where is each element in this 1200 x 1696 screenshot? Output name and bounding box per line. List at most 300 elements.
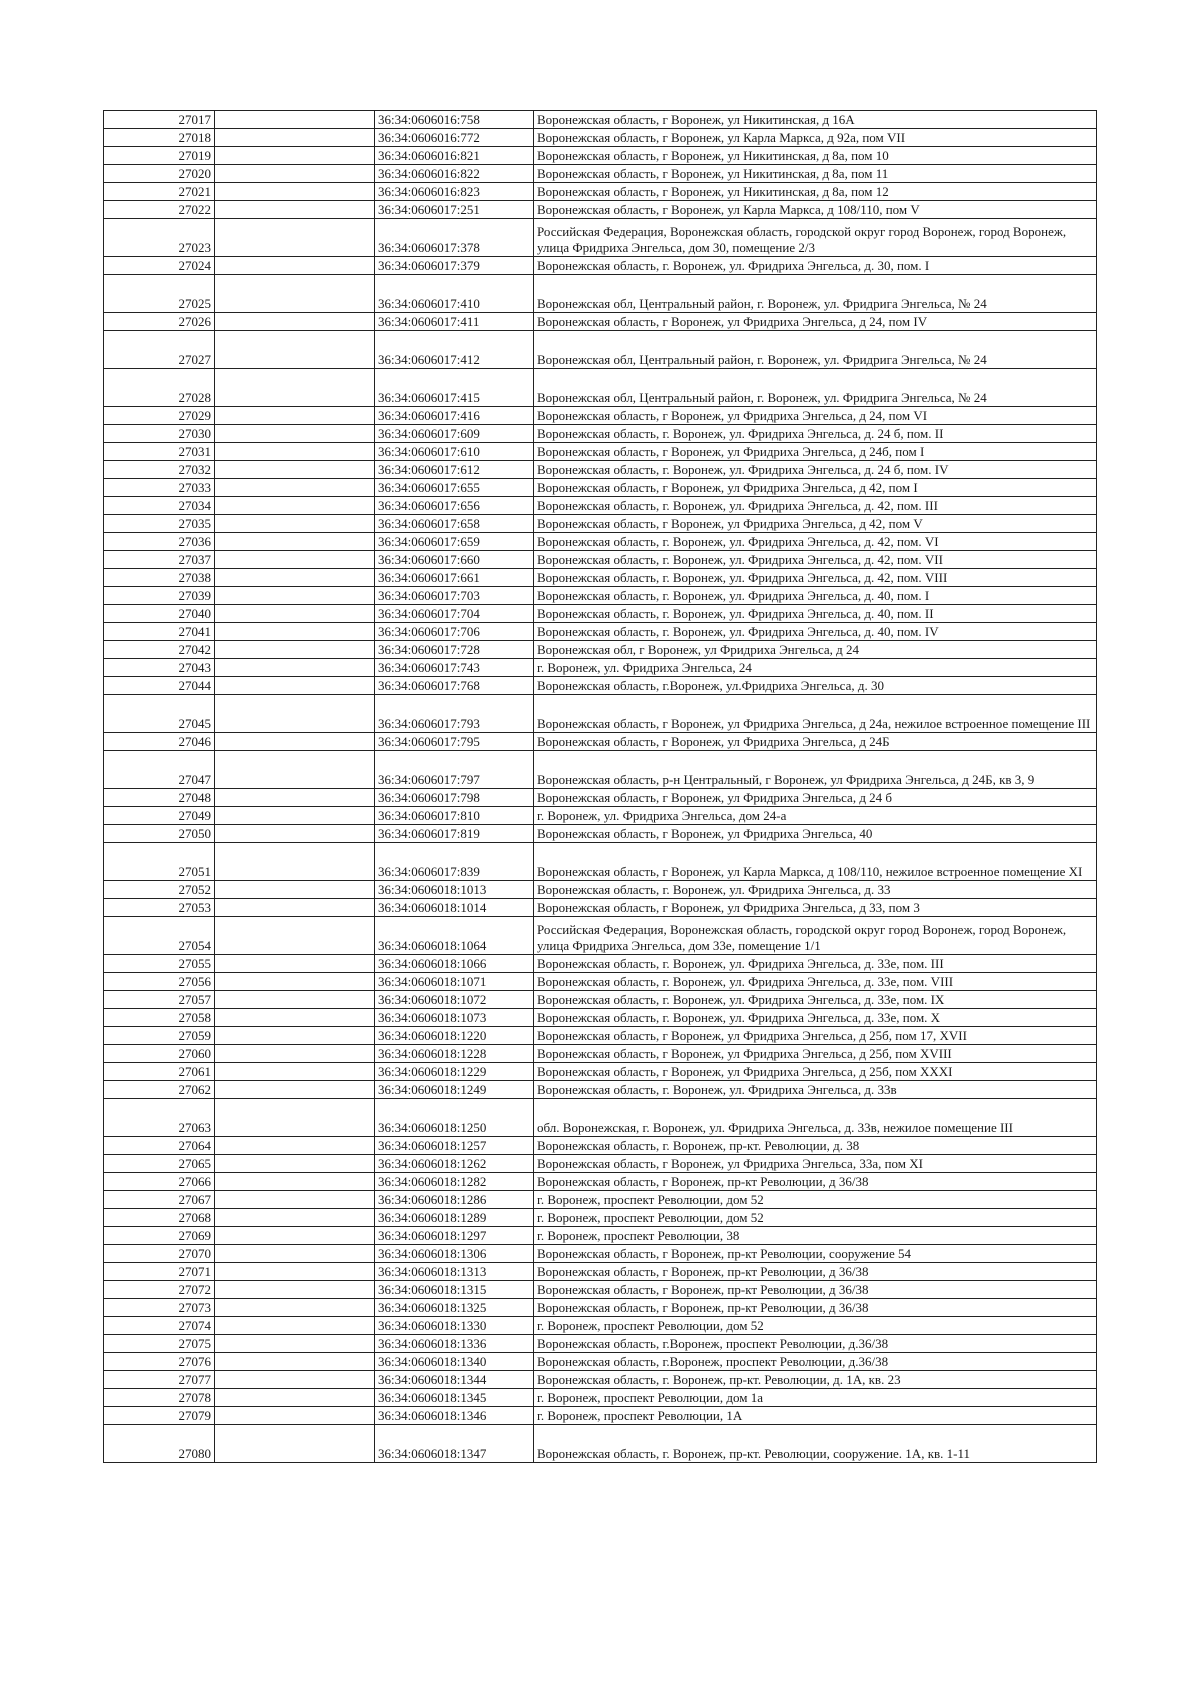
cadastral-number-cell: 36:34:0606018:1249 <box>375 1081 534 1099</box>
empty-cell <box>215 1335 375 1353</box>
table-row <box>104 183 1097 201</box>
cadastral-number-cell: 36:34:0606017:661 <box>375 569 534 587</box>
row-number-cell: 27056 <box>104 973 215 991</box>
empty-cell <box>215 1027 375 1045</box>
cadastral-number-cell: 36:34:0606018:1013 <box>375 881 534 899</box>
cadastral-number-cell: 36:34:0606017:609 <box>375 425 534 443</box>
cadastral-number-cell: 36:34:0606017:416 <box>375 407 534 425</box>
empty-cell <box>215 825 375 843</box>
row-number-cell: 27048 <box>104 789 215 807</box>
table-row <box>104 533 1097 551</box>
row-number-cell: 27029 <box>104 407 215 425</box>
address-cell: г. Воронеж, проспект Революции, 38 <box>534 1227 1097 1245</box>
table-row <box>104 1045 1097 1063</box>
empty-cell <box>215 843 375 881</box>
table-row <box>104 1191 1097 1209</box>
cadastral-number-cell: 36:34:0606017:655 <box>375 479 534 497</box>
cadastral-number-cell: 36:34:0606018:1257 <box>375 1137 534 1155</box>
cadastral-number-cell: 36:34:0606018:1071 <box>375 973 534 991</box>
empty-cell <box>215 605 375 623</box>
table-row <box>104 807 1097 825</box>
empty-cell <box>215 165 375 183</box>
table-row <box>104 1063 1097 1081</box>
empty-cell <box>215 407 375 425</box>
cadastral-number-cell: 36:34:0606018:1229 <box>375 1063 534 1081</box>
empty-cell <box>215 1371 375 1389</box>
empty-cell <box>215 1209 375 1227</box>
empty-cell <box>215 1081 375 1099</box>
address-cell: г. Воронеж, ул. Фридриха Энгельса, 24 <box>534 659 1097 677</box>
row-number-cell: 27077 <box>104 1371 215 1389</box>
address-cell: Воронежская область, г. Воронеж, ул. Фридриха Энгельса, д. 33е, пом. VIII <box>534 973 1097 991</box>
empty-cell <box>215 1281 375 1299</box>
address-cell: Воронежская область, г.Воронеж, ул.Фридриха Энгельса, д. 30 <box>534 677 1097 695</box>
address-cell: Воронежская область, г.Воронеж, проспект Революции, д.36/38 <box>534 1353 1097 1371</box>
empty-cell <box>215 695 375 733</box>
empty-cell <box>215 1353 375 1371</box>
row-number-cell: 27067 <box>104 1191 215 1209</box>
empty-cell <box>215 275 375 313</box>
empty-cell <box>215 183 375 201</box>
address-cell: Воронежская область, г. Воронеж, ул. Фридриха Энгельса, д. 24 б, пом. IV <box>534 461 1097 479</box>
empty-cell <box>215 551 375 569</box>
table-row <box>104 899 1097 917</box>
row-number-cell: 27038 <box>104 569 215 587</box>
empty-cell <box>215 973 375 991</box>
row-number-cell: 27066 <box>104 1173 215 1191</box>
cadastral-number-cell: 36:34:0606017:768 <box>375 677 534 695</box>
cadastral-number-cell: 36:34:0606018:1325 <box>375 1299 534 1317</box>
row-number-cell: 27035 <box>104 515 215 533</box>
table-row <box>104 497 1097 515</box>
row-number-cell: 27027 <box>104 331 215 369</box>
empty-cell <box>215 497 375 515</box>
table-row <box>104 369 1097 407</box>
cadastral-number-cell: 36:34:0606017:251 <box>375 201 534 219</box>
row-number-cell: 27024 <box>104 257 215 275</box>
empty-cell <box>215 1407 375 1425</box>
cadastral-number-cell: 36:34:0606017:411 <box>375 313 534 331</box>
cadastral-number-cell: 36:34:0606017:379 <box>375 257 534 275</box>
cadastral-number-cell: 36:34:0606017:703 <box>375 587 534 605</box>
row-number-cell: 27032 <box>104 461 215 479</box>
row-number-cell: 27058 <box>104 1009 215 1027</box>
row-number-cell: 27028 <box>104 369 215 407</box>
row-number-cell: 27036 <box>104 533 215 551</box>
cadastral-number-cell: 36:34:0606018:1073 <box>375 1009 534 1027</box>
empty-cell <box>215 331 375 369</box>
empty-cell <box>215 147 375 165</box>
empty-cell <box>215 443 375 461</box>
row-number-cell: 27070 <box>104 1245 215 1263</box>
table-row <box>104 751 1097 789</box>
cadastral-number-cell: 36:34:0606018:1250 <box>375 1099 534 1137</box>
cadastral-number-cell: 36:34:0606018:1289 <box>375 1209 534 1227</box>
row-number-cell: 27021 <box>104 183 215 201</box>
row-number-cell: 27025 <box>104 275 215 313</box>
row-number-cell: 27020 <box>104 165 215 183</box>
row-number-cell: 27068 <box>104 1209 215 1227</box>
row-number-cell: 27075 <box>104 1335 215 1353</box>
address-cell: г. Воронеж, проспект Революции, дом 52 <box>534 1191 1097 1209</box>
row-number-cell: 27043 <box>104 659 215 677</box>
cadastral-number-cell: 36:34:0606017:797 <box>375 751 534 789</box>
empty-cell <box>215 1191 375 1209</box>
address-cell: Воронежская область, г Воронеж, ул Никитинская, д 8а, пом 11 <box>534 165 1097 183</box>
cadastral-number-cell: 36:34:0606016:823 <box>375 183 534 201</box>
empty-cell <box>215 1155 375 1173</box>
empty-cell <box>215 111 375 129</box>
table-row <box>104 165 1097 183</box>
table-row <box>104 733 1097 751</box>
empty-cell <box>215 789 375 807</box>
row-number-cell: 27055 <box>104 955 215 973</box>
empty-cell <box>215 623 375 641</box>
cadastral-number-cell: 36:34:0606016:758 <box>375 111 534 129</box>
empty-cell <box>215 677 375 695</box>
row-number-cell: 27041 <box>104 623 215 641</box>
row-number-cell: 27037 <box>104 551 215 569</box>
row-number-cell: 27040 <box>104 605 215 623</box>
empty-cell <box>215 1173 375 1191</box>
empty-cell <box>215 313 375 331</box>
table-row <box>104 695 1097 733</box>
empty-cell <box>215 641 375 659</box>
address-cell: Российская Федерация, Воронежская область, городской округ город Воронеж, город Воронеж, улица Фридриха Энгельса, дом 33е, помещение 1/1 <box>534 917 1097 955</box>
row-number-cell: 27065 <box>104 1155 215 1173</box>
table-row <box>104 1137 1097 1155</box>
row-number-cell: 27051 <box>104 843 215 881</box>
cadastral-number-cell: 36:34:0606017:656 <box>375 497 534 515</box>
row-number-cell: 27042 <box>104 641 215 659</box>
row-number-cell: 27072 <box>104 1281 215 1299</box>
cadastral-number-cell: 36:34:0606017:610 <box>375 443 534 461</box>
address-cell: г. Воронеж, проспект Революции, дом 1а <box>534 1389 1097 1407</box>
empty-cell <box>215 991 375 1009</box>
cadastral-number-cell: 36:34:0606016:821 <box>375 147 534 165</box>
address-cell: Воронежская область, г Воронеж, ул Фридриха Энгельса, 40 <box>534 825 1097 843</box>
row-number-cell: 27047 <box>104 751 215 789</box>
table-row <box>104 275 1097 313</box>
address-cell: Воронежская область, г Воронеж, ул Фридриха Энгельса, д 24а, нежилое встроенное помещение III <box>534 695 1097 733</box>
table-row <box>104 313 1097 331</box>
address-cell: Воронежская область, г Воронеж, ул Фридриха Энгельса, д 24б, пом I <box>534 443 1097 461</box>
table-row <box>104 1173 1097 1191</box>
empty-cell <box>215 1137 375 1155</box>
table-row <box>104 1317 1097 1335</box>
empty-cell <box>215 1299 375 1317</box>
row-number-cell: 27033 <box>104 479 215 497</box>
table-row <box>104 1099 1097 1137</box>
row-number-cell: 27078 <box>104 1389 215 1407</box>
empty-cell <box>215 1389 375 1407</box>
row-number-cell: 27034 <box>104 497 215 515</box>
cadastral-number-cell: 36:34:0606018:1220 <box>375 1027 534 1045</box>
table-row <box>104 551 1097 569</box>
table-row <box>104 659 1097 677</box>
empty-cell <box>215 369 375 407</box>
empty-cell <box>215 1227 375 1245</box>
row-number-cell: 27018 <box>104 129 215 147</box>
cadastral-number-cell: 36:34:0606017:743 <box>375 659 534 677</box>
address-cell: Воронежская область, г. Воронеж, ул. Фридриха Энгельса, д. 33 <box>534 881 1097 899</box>
cadastral-number-cell: 36:34:0606018:1336 <box>375 1335 534 1353</box>
cadastral-number-cell: 36:34:0606018:1346 <box>375 1407 534 1425</box>
row-number-cell: 27049 <box>104 807 215 825</box>
table-row <box>104 825 1097 843</box>
address-cell: Воронежская область, г Воронеж, ул Фридриха Энгельса, д 25б, пом XVIII <box>534 1045 1097 1063</box>
table-row <box>104 479 1097 497</box>
address-cell: г. Воронеж, проспект Революции, 1А <box>534 1407 1097 1425</box>
empty-cell <box>215 257 375 275</box>
address-cell: Воронежская область, г Воронеж, ул Фридриха Энгельса, д 24, пом IV <box>534 313 1097 331</box>
row-number-cell: 27017 <box>104 111 215 129</box>
address-cell: Воронежская область, г. Воронеж, ул. Фридриха Энгельса, д. 30, пом. I <box>534 257 1097 275</box>
table-row <box>104 1155 1097 1173</box>
table-row <box>104 789 1097 807</box>
address-cell: Воронежская область, г. Воронеж, ул. Фридриха Энгельса, д. 33е, пом. X <box>534 1009 1097 1027</box>
address-cell: Воронежская область, г Воронеж, ул Фридриха Энгельса, д 25б, пом XXXI <box>534 1063 1097 1081</box>
empty-cell <box>215 1263 375 1281</box>
cadastral-number-cell: 36:34:0606018:1282 <box>375 1173 534 1191</box>
empty-cell <box>215 659 375 677</box>
address-cell: Воронежская область, г Воронеж, ул Фридриха Энгельса, д 33, пом 3 <box>534 899 1097 917</box>
cadastral-number-cell: 36:34:0606018:1286 <box>375 1191 534 1209</box>
cadastral-number-cell: 36:34:0606018:1066 <box>375 955 534 973</box>
cadastral-number-cell: 36:34:0606018:1262 <box>375 1155 534 1173</box>
cadastral-number-cell: 36:34:0606018:1345 <box>375 1389 534 1407</box>
table-row <box>104 219 1097 257</box>
row-number-cell: 27031 <box>104 443 215 461</box>
empty-cell <box>215 881 375 899</box>
address-cell: Воронежская область, г. Воронеж, пр-кт. Революции, д. 1А, кв. 23 <box>534 1371 1097 1389</box>
row-number-cell: 27050 <box>104 825 215 843</box>
empty-cell <box>215 1425 375 1463</box>
address-cell: Воронежская обл, Центральный район, г. Воронеж, ул. Фридрига Энгельса, № 24 <box>534 331 1097 369</box>
address-cell: Воронежская область, р-н Центральный, г Воронеж, ул Фридриха Энгельса, д 24Б, кв 3, 9 <box>534 751 1097 789</box>
empty-cell <box>215 129 375 147</box>
cadastral-registry-table <box>103 110 1097 1463</box>
address-cell: Воронежская область, г Воронеж, ул Фридриха Энгельса, д 42, пом I <box>534 479 1097 497</box>
table-row <box>104 443 1097 461</box>
cadastral-number-cell: 36:34:0606017:728 <box>375 641 534 659</box>
empty-cell <box>215 201 375 219</box>
cadastral-number-cell: 36:34:0606017:660 <box>375 551 534 569</box>
table-row <box>104 461 1097 479</box>
cadastral-number-cell: 36:34:0606017:798 <box>375 789 534 807</box>
address-cell: Воронежская область, г. Воронеж, ул. Фридриха Энгельса, д. 40, пом. IV <box>534 623 1097 641</box>
table-row <box>104 1407 1097 1425</box>
table-row <box>104 623 1097 641</box>
address-cell: Воронежская область, г Воронеж, ул Никитинская, д 8а, пом 12 <box>534 183 1097 201</box>
cadastral-number-cell: 36:34:0606018:1330 <box>375 1317 534 1335</box>
cadastral-number-cell: 36:34:0606018:1315 <box>375 1281 534 1299</box>
table-row <box>104 1227 1097 1245</box>
table-row <box>104 1209 1097 1227</box>
table-row <box>104 331 1097 369</box>
table-row <box>104 1299 1097 1317</box>
address-cell: Воронежская область, г. Воронеж, ул. Фридриха Энгельса, д. 42, пом. III <box>534 497 1097 515</box>
cadastral-number-cell: 36:34:0606017:704 <box>375 605 534 623</box>
table-row <box>104 129 1097 147</box>
table-row <box>104 587 1097 605</box>
table-row <box>104 917 1097 955</box>
address-cell: Воронежская область, г Воронеж, ул Карла Маркса, д 108/110, нежилое встроенное помещение XI <box>534 843 1097 881</box>
address-cell: Воронежская область, г.Воронеж, проспект Революции, д.36/38 <box>534 1335 1097 1353</box>
address-cell: Воронежская область, г. Воронеж, ул. Фридриха Энгельса, д. 33е, пом. IX <box>534 991 1097 1009</box>
address-cell: г. Воронеж, проспект Революции, дом 52 <box>534 1209 1097 1227</box>
address-cell: Воронежская область, г. Воронеж, ул. Фридриха Энгельса, д. 33в <box>534 1081 1097 1099</box>
empty-cell <box>215 515 375 533</box>
table-row <box>104 1027 1097 1045</box>
row-number-cell: 27045 <box>104 695 215 733</box>
address-cell: Воронежская область, г. Воронеж, ул. Фридриха Энгельса, д. 42, пом. VII <box>534 551 1097 569</box>
cadastral-number-cell: 36:34:0606017:659 <box>375 533 534 551</box>
address-cell: Воронежская область, г. Воронеж, ул. Фридриха Энгельса, д. 42, пом. VI <box>534 533 1097 551</box>
cadastral-number-cell: 36:34:0606018:1228 <box>375 1045 534 1063</box>
row-number-cell: 27063 <box>104 1099 215 1137</box>
row-number-cell: 27061 <box>104 1063 215 1081</box>
empty-cell <box>215 917 375 955</box>
address-cell: Воронежская область, г. Воронеж, ул. Фридриха Энгельса, д. 33е, пом. III <box>534 955 1097 973</box>
empty-cell <box>215 807 375 825</box>
row-number-cell: 27060 <box>104 1045 215 1063</box>
table-row <box>104 1335 1097 1353</box>
table-row <box>104 677 1097 695</box>
empty-cell <box>215 751 375 789</box>
row-number-cell: 27064 <box>104 1137 215 1155</box>
address-cell: обл. Воронежская, г. Воронеж, ул. Фридриха Энгельса, д. 33в, нежилое помещение III <box>534 1099 1097 1137</box>
table-row <box>104 991 1097 1009</box>
table-row <box>104 605 1097 623</box>
address-cell: Воронежская область, г Воронеж, ул Фридриха Энгельса, д 24 б <box>534 789 1097 807</box>
address-cell: Воронежская область, г Воронеж, пр-кт Революции, д 36/38 <box>534 1173 1097 1191</box>
table-row <box>104 973 1097 991</box>
cadastral-number-cell: 36:34:0606017:612 <box>375 461 534 479</box>
cadastral-number-cell: 36:34:0606017:793 <box>375 695 534 733</box>
row-number-cell: 27071 <box>104 1263 215 1281</box>
cadastral-number-cell: 36:34:0606018:1014 <box>375 899 534 917</box>
empty-cell <box>215 425 375 443</box>
cadastral-number-cell: 36:34:0606018:1297 <box>375 1227 534 1245</box>
empty-cell <box>215 899 375 917</box>
row-number-cell: 27039 <box>104 587 215 605</box>
empty-cell <box>215 219 375 257</box>
address-cell: Воронежская область, г Воронеж, пр-кт Революции, д 36/38 <box>534 1263 1097 1281</box>
table-row <box>104 147 1097 165</box>
table-row <box>104 881 1097 899</box>
cadastral-number-cell: 36:34:0606017:839 <box>375 843 534 881</box>
registry-table-body <box>104 111 1097 1463</box>
row-number-cell: 27053 <box>104 899 215 917</box>
empty-cell <box>215 1045 375 1063</box>
row-number-cell: 27074 <box>104 1317 215 1335</box>
address-cell: Воронежская обл, Центральный район, г. Воронеж, ул. Фридрига Энгельса, № 24 <box>534 369 1097 407</box>
empty-cell <box>215 533 375 551</box>
row-number-cell: 27062 <box>104 1081 215 1099</box>
table-row <box>104 1281 1097 1299</box>
cadastral-number-cell: 36:34:0606017:378 <box>375 219 534 257</box>
empty-cell <box>215 569 375 587</box>
table-row <box>104 569 1097 587</box>
cadastral-number-cell: 36:34:0606016:822 <box>375 165 534 183</box>
address-cell: Воронежская область, г. Воронеж, пр-кт. Революции, сооружение. 1А, кв. 1-11 <box>534 1425 1097 1463</box>
row-number-cell: 27079 <box>104 1407 215 1425</box>
row-number-cell: 27044 <box>104 677 215 695</box>
empty-cell <box>215 461 375 479</box>
address-cell: Воронежская область, г Воронеж, ул Никитинская, д 8а, пом 10 <box>534 147 1097 165</box>
cadastral-number-cell: 36:34:0606017:810 <box>375 807 534 825</box>
empty-cell <box>215 1245 375 1263</box>
row-number-cell: 27052 <box>104 881 215 899</box>
cadastral-number-cell: 36:34:0606018:1344 <box>375 1371 534 1389</box>
cadastral-number-cell: 36:34:0606017:412 <box>375 331 534 369</box>
row-number-cell: 27023 <box>104 219 215 257</box>
row-number-cell: 27019 <box>104 147 215 165</box>
cadastral-number-cell: 36:34:0606017:706 <box>375 623 534 641</box>
row-number-cell: 27057 <box>104 991 215 1009</box>
table-row <box>104 1353 1097 1371</box>
row-number-cell: 27026 <box>104 313 215 331</box>
row-number-cell: 27022 <box>104 201 215 219</box>
cadastral-number-cell: 36:34:0606018:1340 <box>375 1353 534 1371</box>
address-cell: Воронежская область, г. Воронеж, ул. Фридриха Энгельса, д. 42, пом. VIII <box>534 569 1097 587</box>
address-cell: Воронежская обл, г Воронеж, ул Фридриха Энгельса, д 24 <box>534 641 1097 659</box>
row-number-cell: 27046 <box>104 733 215 751</box>
address-cell: Воронежская область, г Воронеж, ул Фридриха Энгельса, д 24Б <box>534 733 1097 751</box>
address-cell: Воронежская область, г Воронеж, ул Карла Маркса, д 92а, пом VII <box>534 129 1097 147</box>
table-row <box>104 257 1097 275</box>
row-number-cell: 27080 <box>104 1425 215 1463</box>
table-row <box>104 955 1097 973</box>
address-cell: Воронежская область, г Воронеж, пр-кт Революции, сооружение 54 <box>534 1245 1097 1263</box>
address-cell: Воронежская область, г Воронеж, ул Фридриха Энгельса, д 25б, пом 17, XVII <box>534 1027 1097 1045</box>
empty-cell <box>215 1317 375 1335</box>
address-cell: Воронежская область, г Воронеж, пр-кт Революции, д 36/38 <box>534 1299 1097 1317</box>
address-cell: Воронежская область, г Воронеж, ул Фридриха Энгельса, 33а, пом XI <box>534 1155 1097 1173</box>
address-cell: Воронежская область, г Воронеж, ул Никитинская, д 16А <box>534 111 1097 129</box>
address-cell: Российская Федерация, Воронежская область, городской округ город Воронеж, город Воронеж, улица Фридриха Энгельса, дом 30, помещение 2/3 <box>534 219 1097 257</box>
row-number-cell: 27073 <box>104 1299 215 1317</box>
cadastral-number-cell: 36:34:0606017:795 <box>375 733 534 751</box>
table-row <box>104 1081 1097 1099</box>
empty-cell <box>215 587 375 605</box>
table-row <box>104 425 1097 443</box>
row-number-cell: 27030 <box>104 425 215 443</box>
address-cell: Воронежская обл, Центральный район, г. Воронеж, ул. Фридрига Энгельса, № 24 <box>534 275 1097 313</box>
address-cell: Воронежская область, г. Воронеж, пр-кт. Революции, д. 38 <box>534 1137 1097 1155</box>
empty-cell <box>215 1099 375 1137</box>
cadastral-number-cell: 36:34:0606018:1347 <box>375 1425 534 1463</box>
address-cell: Воронежская область, г Воронеж, ул Фридриха Энгельса, д 24, пом VI <box>534 407 1097 425</box>
table-row <box>104 201 1097 219</box>
cadastral-number-cell: 36:34:0606018:1064 <box>375 917 534 955</box>
cadastral-number-cell: 36:34:0606018:1072 <box>375 991 534 1009</box>
table-row <box>104 111 1097 129</box>
address-cell: Воронежская область, г Воронеж, пр-кт Революции, д 36/38 <box>534 1281 1097 1299</box>
address-cell: Воронежская область, г. Воронеж, ул. Фридриха Энгельса, д. 40, пом. II <box>534 605 1097 623</box>
cadastral-number-cell: 36:34:0606018:1306 <box>375 1245 534 1263</box>
table-row <box>104 1009 1097 1027</box>
address-cell: г. Воронеж, проспект Революции, дом 52 <box>534 1317 1097 1335</box>
row-number-cell: 27059 <box>104 1027 215 1045</box>
cadastral-number-cell: 36:34:0606017:415 <box>375 369 534 407</box>
row-number-cell: 27076 <box>104 1353 215 1371</box>
empty-cell <box>215 1063 375 1081</box>
address-cell: Воронежская область, г. Воронеж, ул. Фридриха Энгельса, д. 24 б, пом. II <box>534 425 1097 443</box>
empty-cell <box>215 955 375 973</box>
row-number-cell: 27069 <box>104 1227 215 1245</box>
